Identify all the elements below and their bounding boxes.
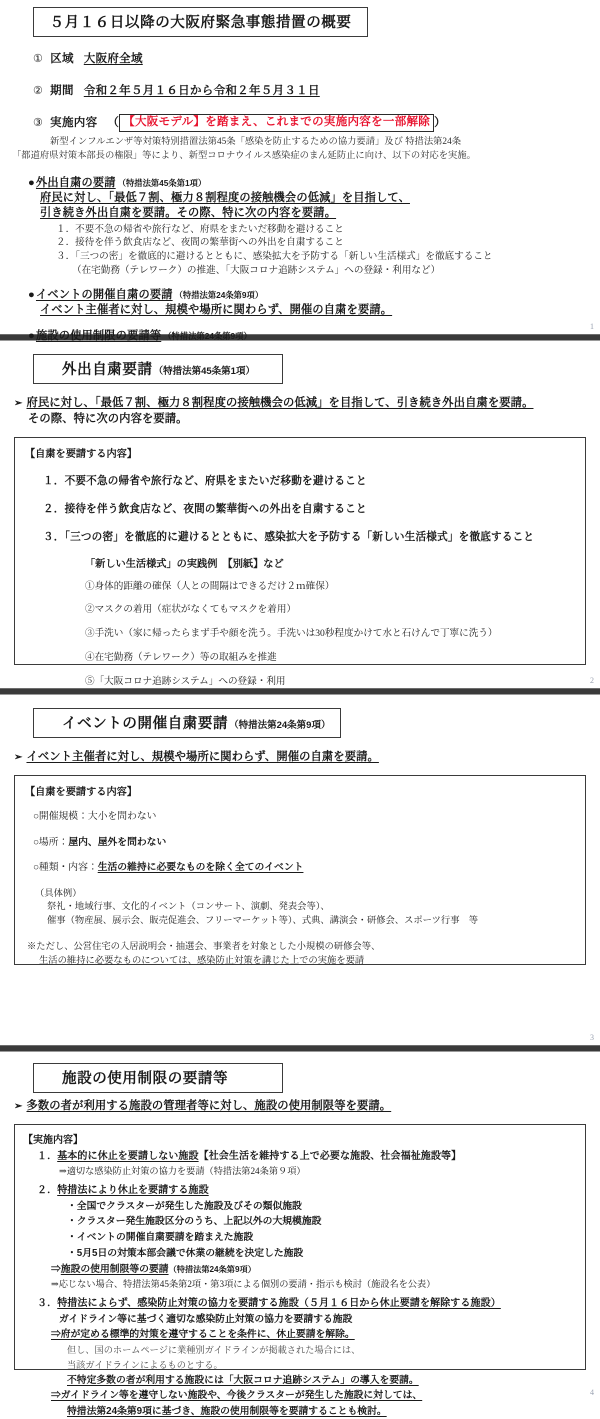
page4-sec2-head bbox=[21, 1184, 577, 1198]
option-value-0: 大小を問わない bbox=[87, 810, 157, 822]
bullet-body-line1-0: 府民に対し、「最低７割、極力８割程度の接触機会の低減」を目指して、 bbox=[40, 191, 410, 204]
page1-bullet-body-1 bbox=[0, 303, 600, 318]
option-mark-icon-0: ○ bbox=[33, 810, 39, 822]
page4-sec2-dot-0: ・全国でクラスターが発生した施設及びその類似施設 bbox=[67, 1200, 302, 1212]
option-value-2: 生活の維持に必要なものを除く全てのイベント bbox=[97, 862, 304, 874]
bullet-body-line1-1: イベント主催者に対し、規模や場所に関わらず、開催の自粛を要請。 bbox=[40, 304, 393, 317]
sec3-head-underlined: 特措法によらず、感染防止対策の協力を要請する施設（５月１６日から休止要請を解除する施設） bbox=[57, 1298, 501, 1310]
page4-sec3-bold-underline bbox=[21, 1374, 577, 1388]
page4-title: 施設の使用制限の要請等 bbox=[62, 1071, 229, 1087]
slide-page-2 bbox=[0, 342, 600, 687]
page4-title-box bbox=[33, 1063, 283, 1093]
sec1-number: １． bbox=[37, 1150, 58, 1162]
region-value: 大阪府全域 bbox=[83, 53, 143, 65]
page3-note bbox=[25, 941, 575, 968]
sec1-head-underlined: 基本的に休止を要請しない施設 bbox=[57, 1150, 199, 1162]
page3-lead bbox=[0, 750, 600, 766]
region-label: 区域 bbox=[50, 53, 74, 65]
period-value: 令和２年５月１６日から令和２年５月３１日 bbox=[83, 85, 320, 97]
bullet-dot-icon-1: ● bbox=[28, 289, 35, 302]
page-number-2: 2 bbox=[590, 676, 594, 685]
page4-title-wrap bbox=[0, 1053, 600, 1093]
page1-row-measures bbox=[0, 114, 600, 132]
page1-title-box bbox=[33, 7, 368, 37]
page3-examples bbox=[25, 888, 575, 928]
practice-item-0: ①身体的距離の確保（人との間隔はできるだけ２ｍ確保） bbox=[85, 580, 335, 592]
page-number-4: 4 bbox=[590, 1388, 594, 1397]
bullet-title-1: イベントの開催自粛の要請 bbox=[35, 289, 173, 302]
page1-title-wrap bbox=[0, 0, 600, 37]
page2-title-wrap bbox=[0, 342, 600, 384]
sec2-arrow1-article: （特措法第24条第9項） bbox=[168, 1264, 256, 1274]
page2-lead bbox=[0, 396, 600, 428]
page3-option-1 bbox=[25, 836, 575, 850]
page2-item-1: １．不要不急の帰省や旅行など、府県をまたいだ移動を避けること bbox=[43, 474, 367, 487]
page1-bullet-head-2 bbox=[0, 327, 600, 343]
sec1-head-rest: 【社会生活を維持する上で必要な施設、社会福祉施設等】 bbox=[198, 1150, 462, 1162]
page2-lead-line1: 府民に対し、「最低７割、極力８割程度の接触機会の低減」を目指して、引き続き外出自粛を要請。 bbox=[26, 397, 534, 409]
bullet-article-1: （特措法第24条第9項） bbox=[174, 290, 264, 301]
page3-option-2 bbox=[25, 861, 575, 875]
page4-sec3-arrow2-line2 bbox=[21, 1405, 577, 1419]
page3-title-article: （特措法第24条第9項） bbox=[229, 720, 331, 731]
page2-title-article: （特措法第45条第1項） bbox=[153, 366, 255, 377]
page4-sec2-dot-2: ・イベントの開催自粛要請を踏まえた施設 bbox=[67, 1232, 254, 1244]
sec3-bold-underline-text: 不特定多数の者が利用する施設には「大阪コロナ追跡システム」の導入を要請。 bbox=[67, 1374, 419, 1386]
region-number: ① bbox=[33, 53, 44, 65]
page3-title-wrap bbox=[0, 696, 600, 738]
subitem-0-1: ２．接待を伴う飲食店など、夜間の繁華街への外出を自粛すること bbox=[56, 237, 344, 249]
period-label: 期間 bbox=[50, 85, 74, 97]
subitem-0-0: １．不要不急の帰省や旅行など、府県をまたいだ移動を避けること bbox=[56, 223, 344, 235]
page-number-3: 3 bbox=[590, 1033, 594, 1042]
practice-item-3: ④在宅勤務（テレワーク）等の取組みを推進 bbox=[85, 652, 277, 664]
page4-sec3-arrow1 bbox=[21, 1328, 577, 1342]
page2-practice-list bbox=[25, 580, 575, 690]
page4-sec2-arrow1 bbox=[21, 1263, 577, 1277]
page4-sec1-head bbox=[21, 1150, 577, 1164]
law-note-line-1: 新型インフルエンザ等対策特別措置法第45条「感染を防止するための協力要請」及び 特措法第24条 bbox=[50, 136, 462, 147]
page4-sec1-arrow: ⇒適切な感染防止対策の協力を要請（特措法第24条第９項） bbox=[59, 1166, 306, 1177]
page3-title: イベントの開催自粛要請 bbox=[62, 716, 229, 732]
note-line-2: 生活の維持に必要なものについては、感染防止対策を講じた上での実施を要請 bbox=[39, 955, 365, 966]
arrow-icon-page2: ➢ bbox=[14, 398, 23, 409]
measures-paren-open: （ bbox=[107, 117, 120, 129]
page3-content-box bbox=[14, 775, 586, 965]
osaka-model-callout: 【大阪モデル】を踏まえ、これまでの実施内容を一部解除 bbox=[119, 114, 434, 131]
page4-sec3-arrow2-line1 bbox=[21, 1389, 577, 1403]
page4-content-box bbox=[14, 1124, 586, 1418]
sec2-arrow1-underlined: 施設の使用制限等の要請 bbox=[60, 1263, 169, 1275]
page1-bullet-body-0 bbox=[0, 191, 600, 221]
examples-line-2: 催事（物産展、展示会、販売促進会、フリーマーケット等）、式典、講演会・研修会、スポーツ行事 等 bbox=[47, 915, 479, 926]
page2-title-box bbox=[33, 354, 283, 384]
page1-row-region bbox=[0, 50, 600, 66]
page4-sec2-dot-3: ・5月5日の対策本部会議で休業の継続を決定した施設 bbox=[67, 1247, 304, 1259]
page4-sec3-head bbox=[21, 1297, 577, 1311]
option-value-1: 屋内、屋外を問わない bbox=[68, 836, 167, 848]
note-line-1: ※ただし、公営住宅の入居説明会・抽選会、事業者を対象とした小規模の研修会等、 bbox=[27, 942, 381, 953]
practice-item-1: ②マスクの着用（症状がなくてもマスクを着用） bbox=[85, 604, 297, 616]
bullet-title-0: 外出自粛の要請 bbox=[35, 176, 116, 189]
arrow-icon-page4: ➢ bbox=[14, 1101, 23, 1112]
period-number: ② bbox=[33, 85, 44, 97]
page1-law-note bbox=[0, 134, 600, 164]
sec3-arrow1-text: ⇒府が定める標準的対策を遵守することを条件に、休止要請を解除。 bbox=[51, 1329, 355, 1341]
slide-page-3 bbox=[0, 696, 600, 1044]
practice-item-2: ③手洗い（家に帰ったらまず手や顔を洗う。手洗いは30秒程度かけて水と石けんで丁寧に洗う） bbox=[85, 628, 498, 640]
page2-content-box bbox=[14, 437, 586, 688]
page4-lead-text: 多数の者が利用する施設の管理者等に対し、施設の使用制限等を要請。 bbox=[26, 1100, 392, 1112]
page3-box-title: 【自粛を要請する内容】 bbox=[25, 786, 138, 798]
subitem-0-cont: （在宅勤務（テレワーク）の推進、「大阪コロナ追跡システム」への登録・利用など） bbox=[72, 264, 441, 276]
slide-page-4 bbox=[0, 1053, 600, 1418]
page2-title: 外出自粛要請 bbox=[62, 362, 153, 378]
page4-sec2-dot-1: ・クラスター発生施設区分のうち、上記以外の大規模施設 bbox=[67, 1216, 322, 1228]
bullet-dot-icon-0: ● bbox=[28, 176, 35, 189]
sec2-number: ２． bbox=[37, 1185, 58, 1197]
bullet-dot-icon-2: ● bbox=[28, 330, 35, 343]
sec3-arrow2-line1-text: ⇒ガイドライン等を遵守しない施設や、今後クラスターが発生した施設に対しては、 bbox=[51, 1390, 423, 1402]
page3-lead-text: イベント主催者に対し、規模や場所に関わらず、開催の自粛を要請。 bbox=[26, 751, 379, 763]
option-mark-icon-2: ○ bbox=[33, 862, 39, 874]
page1-subitems-0 bbox=[0, 223, 600, 277]
examples-line-1: 祭礼・地域行事、文化的イベント（コンサート、演劇、発表会等）、 bbox=[47, 902, 330, 913]
option-label-0: 開催規模： bbox=[38, 810, 88, 822]
page3-title-box bbox=[33, 708, 341, 738]
sec2-arrow1-prefix: ⇒ bbox=[51, 1263, 61, 1275]
sec2-head-underlined: 特措法により休止を要請する施設 bbox=[57, 1185, 209, 1197]
page1-bullet-head-0 bbox=[0, 174, 600, 190]
option-label-1: 場所： bbox=[38, 836, 69, 848]
slide-page-1 bbox=[0, 0, 600, 343]
sec3-arrow2-line2-text: 特措法第24条第9項に基づき、施設の使用制限等を要請することも検討。 bbox=[67, 1406, 387, 1418]
bullet-title-2: 施設の使用制限の要請等 bbox=[35, 330, 162, 343]
page1-title: ５月１６日以降の大阪府緊急事態措置の概要 bbox=[49, 15, 352, 31]
measures-label: 実施内容 bbox=[50, 117, 98, 129]
page1-bullet-head-1 bbox=[0, 286, 600, 302]
law-note-line-2: 「都道府県対策本部長の権限」等により、新型コロナウイルス感染症のまん延防止に向け、以下の対応を実施。 bbox=[12, 150, 476, 161]
page4-sec3-gray1: 但し、国のホームページに業種別ガイドラインが掲載された場合には、 bbox=[67, 1344, 361, 1355]
arrow-icon-page3: ➢ bbox=[14, 752, 23, 763]
measures-paren-close: ） bbox=[434, 117, 446, 129]
measures-number: ③ bbox=[33, 117, 44, 129]
page4-sec2-arrow2: ⇒応じない場合、特措法第45条第2項・第3項による個別の要請・指示も検討（施設名を公表） bbox=[51, 1279, 436, 1290]
bullet-body-line2-0: 引き続き外出自粛を要請。その際、特に次の内容を要請。 bbox=[40, 206, 337, 219]
option-label-2: 種類・内容： bbox=[38, 862, 98, 874]
page2-lead-line2: その際、特に次の内容を要請。 bbox=[28, 412, 188, 425]
page2-item-2: ２．接待を伴う飲食店など、夜間の繁華街への外出を自粛すること bbox=[43, 502, 367, 515]
bullet-article-2: （特措法第24条第9項） bbox=[163, 331, 252, 342]
practice-item-4: ⑤「大阪コロナ追跡システム」への登録・利用 bbox=[85, 676, 286, 688]
examples-label: （具体例） bbox=[35, 888, 82, 899]
page1-row-period bbox=[0, 82, 600, 98]
page4-sec3-gray2: 当該ガイドラインによるものとする。 bbox=[67, 1359, 223, 1370]
page2-item-3: ３．「三つの密」を徹底的に避けるとともに、感染拡大を予防する「新しい生活様式」を徹底すること bbox=[43, 530, 535, 543]
page3-option-0 bbox=[25, 810, 575, 824]
page2-box-title: 【自粛を要請する内容】 bbox=[25, 448, 138, 460]
page4-box-title: 【実施内容】 bbox=[23, 1134, 83, 1146]
page4-sec3-line2: ガイドライン等に基づく適切な感染防止対策の協力を要請する施設 bbox=[59, 1313, 353, 1325]
page-separator-3 bbox=[0, 1044, 600, 1053]
subitem-0-2: ３．「三つの密」を徹底的に避けるとともに、感染拡大を予防する「新しい生活様式」を徹底すること bbox=[56, 250, 493, 262]
option-mark-icon-1: ○ bbox=[33, 836, 39, 848]
page2-practice-label: 「新しい生活様式」の実践例 【別紙】など bbox=[85, 558, 284, 570]
sec3-number: ３． bbox=[37, 1298, 58, 1310]
page-number-1: 1 bbox=[590, 322, 594, 331]
bullet-article-0: （特措法第45条第1項） bbox=[117, 177, 207, 188]
page4-lead bbox=[0, 1099, 600, 1115]
